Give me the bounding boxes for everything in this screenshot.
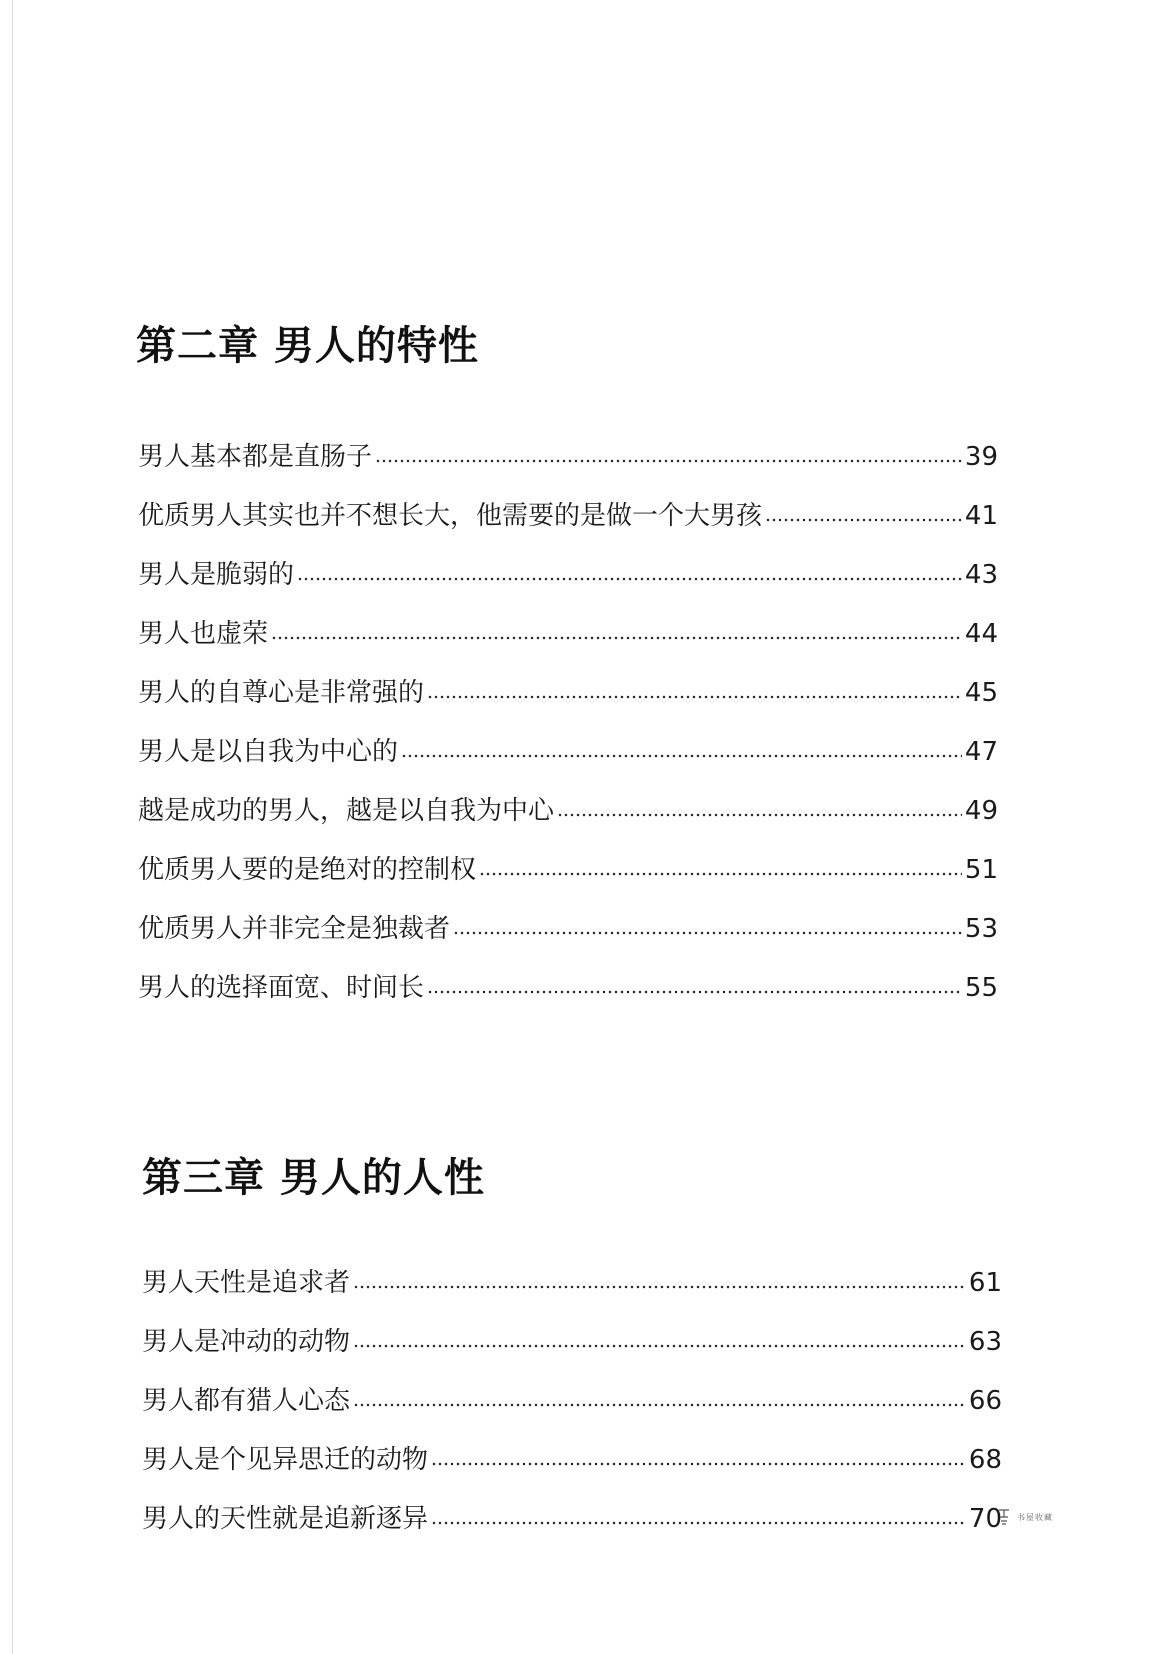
toc-entry-page-number: 51 xyxy=(964,855,998,885)
chapter-2-title: 第二章 男人的特性 xyxy=(136,322,479,369)
toc-entry-page-number: 39 xyxy=(964,442,998,472)
toc-entry[interactable] xyxy=(142,1498,1002,1557)
toc-entry-page-number: 47 xyxy=(964,737,998,767)
toc-entry-title: 男人的天性就是追新逐异 xyxy=(142,1504,429,1534)
dot-leader xyxy=(375,439,962,465)
toc-entry-page-number: 63 xyxy=(968,1327,1002,1357)
dot-leader xyxy=(353,1324,966,1350)
dot-leader xyxy=(353,1265,966,1291)
toc-entry-title: 优质男人其实也并不想长大，他需要的是做一个大男孩 xyxy=(138,501,763,531)
dot-leader xyxy=(479,852,962,878)
toc-entry-title: 越是成功的男人，越是以自我为中心 xyxy=(138,796,555,826)
dot-leader xyxy=(557,793,962,819)
dot-leader xyxy=(401,734,962,760)
toc-entry-title: 男人的选择面宽、时间长 xyxy=(138,973,425,1003)
chapter-3-toc-list xyxy=(142,1262,1002,1557)
page-binding-edge xyxy=(12,0,13,1654)
toc-entry-title: 男人是冲动的动物 xyxy=(142,1327,351,1357)
chapter-3-title: 第三章 男人的人性 xyxy=(142,1154,485,1201)
chapter-2-section xyxy=(0,318,1165,1003)
toc-entry-title: 男人基本都是直肠子 xyxy=(138,442,373,472)
dot-leader xyxy=(297,557,962,583)
toc-entry-title: 优质男人要的是绝对的控制权 xyxy=(138,855,477,885)
toc-entry-page-number: 49 xyxy=(964,796,998,826)
toc-entry-title: 男人是个见异思迁的动物 xyxy=(142,1445,429,1475)
dot-leader xyxy=(271,616,962,642)
toc-entry[interactable] xyxy=(138,554,998,613)
dot-leader xyxy=(427,970,962,996)
toc-entry[interactable] xyxy=(142,1380,1002,1439)
toc-entry[interactable] xyxy=(138,672,998,731)
toc-entry-title: 男人天性是追求者 xyxy=(142,1268,351,1298)
toc-entry[interactable] xyxy=(142,1439,1002,1498)
toc-entry[interactable] xyxy=(138,731,998,790)
toc-entry-page-number: 44 xyxy=(964,619,998,649)
toc-entry[interactable] xyxy=(138,495,998,554)
dot-leader xyxy=(453,911,962,937)
toc-entry-page-number: 53 xyxy=(964,914,998,944)
toc-entry-page-number: 45 xyxy=(964,678,998,708)
toc-entry[interactable] xyxy=(138,967,998,1026)
toc-entry-title: 男人都有猎人心态 xyxy=(142,1386,351,1416)
library-stamp xyxy=(997,1507,1053,1527)
toc-entry[interactable] xyxy=(142,1321,1002,1380)
toc-entry-page-number: 61 xyxy=(968,1268,1002,1298)
toc-entry-page-number: 43 xyxy=(964,560,998,590)
toc-entry-title: 男人的自尊心是非常强的 xyxy=(138,678,425,708)
toc-entry-page-number: 41 xyxy=(964,501,998,531)
toc-entry-page-number: 68 xyxy=(968,1445,1002,1475)
dot-leader xyxy=(431,1442,966,1468)
toc-entry-title: 男人也虚荣 xyxy=(138,619,269,649)
toc-entry-title: 男人是以自我为中心的 xyxy=(138,737,399,767)
stamp-text: 书屋收藏 xyxy=(1017,1512,1053,1522)
dot-leader xyxy=(765,498,962,524)
stamp-seal-icon xyxy=(997,1507,1011,1527)
toc-entry-title: 优质男人并非完全是独裁者 xyxy=(138,914,451,944)
chapter-2-toc-list xyxy=(138,436,998,1026)
dot-leader xyxy=(431,1501,966,1527)
dot-leader xyxy=(353,1383,966,1409)
dot-leader xyxy=(427,675,962,701)
toc-entry-page-number: 70 xyxy=(968,1504,1002,1534)
toc-entry[interactable] xyxy=(138,790,998,849)
toc-entry[interactable] xyxy=(138,849,998,908)
toc-entry[interactable] xyxy=(142,1262,1002,1321)
toc-entry[interactable] xyxy=(138,613,998,672)
toc-entry-page-number: 55 xyxy=(964,973,998,1003)
toc-entry[interactable] xyxy=(138,436,998,495)
toc-entry[interactable] xyxy=(138,908,998,967)
toc-entry-page-number: 66 xyxy=(968,1386,1002,1416)
toc-entry-title: 男人是脆弱的 xyxy=(138,560,295,590)
